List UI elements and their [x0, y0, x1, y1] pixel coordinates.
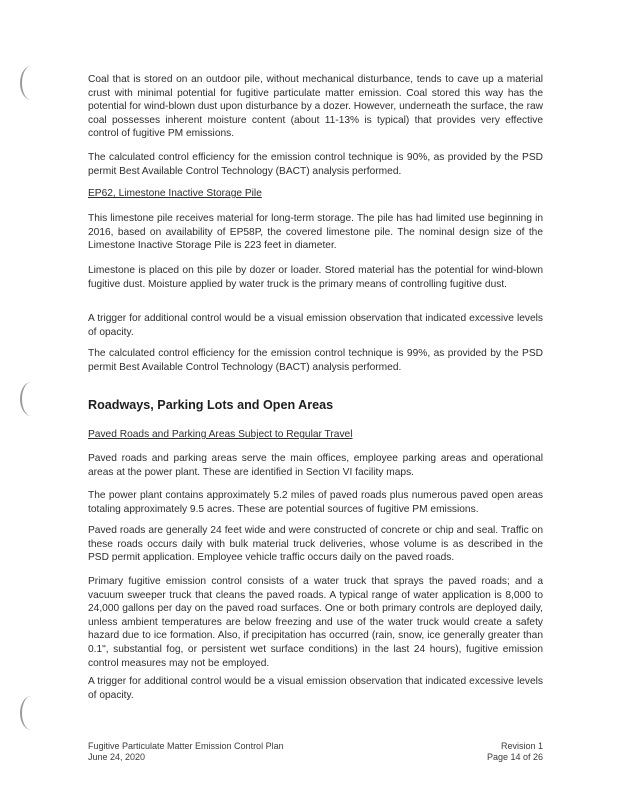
punch-hole-mark	[20, 382, 36, 416]
paragraph-paved-roads-miles: The power plant contains approximately 5.2 miles of paved roads plus numerous paved open areas totaling approximately 9.5 acres. These are potential sources of fugitive PM emissions.	[88, 490, 543, 515]
paragraph-primary-control: Primary fugitive emission control consists of a water truck that sprays the paved roads; and a vacuum sweeper truck that cleans the paved roads. A typical range of water application is 8,000 to 24,000 gallons per day on the paved road surfaces. One or both primary controls are deployed daily, unless ambient temperatures are below freezing and use of the water truck would create a safety hazard due to ice formation. Also, if precipitation has occurred (rain, snow, ice generally greater than 0.1", substantial fog, or persistent wet surface conditions) in the last 24 hours), fugitive emission control measures may not be employed.	[88, 576, 543, 669]
paragraph-control-efficiency-90: The calculated control efficiency for the emission control technique is 90%, as provided by the PSD permit Best Available Control Technology (BACT) analysis performed.	[88, 152, 543, 177]
paragraph-limestone-pile: This limestone pile receives material for long-term storage. The pile has had limited use beginning in 2016, based on availability of EP58P, the covered limestone pile. The nominal design size of the Limestone Inactive Storage Pile is 223 feet in diameter.	[88, 213, 543, 252]
paragraph-coal-storage: Coal that is stored on an outdoor pile, without mechanical disturbance, tends to cave up a material crust with minimal potential for fugitive particulate matter emission. Coal stored this way has the potential for wind-blown dust upon disturbance by a dozer. However, underneath the surface, the raw coal possesses inherent moisture content (about 11-13% is typical) that provides very effective control of fugitive PM emissions.	[88, 74, 543, 140]
paragraph-trigger-2: A trigger for additional control would be a visual emission observation that indicated excessive levels of opacity.	[88, 676, 543, 701]
paragraph-control-efficiency-99: The calculated control efficiency for the emission control technique is 99%, as provided by the PSD permit Best Available Control Technology (BACT) analysis performed.	[88, 348, 543, 373]
paragraph-limestone-placement: Limestone is placed on this pile by dozer or loader. Stored material has the potential for wind-blown fugitive dust. Moisture applied by water truck is the primary means of controlling fugitive dust.	[88, 265, 543, 290]
footer-page-number: Page 14 of 26	[486, 752, 543, 762]
paragraph-paved-roads-serve: Paved roads and parking areas serve the main offices, employee parking areas and operational areas at the power plant. These are identified in Section VI facility maps.	[88, 453, 543, 478]
footer-date: June 24, 2020	[88, 752, 146, 762]
paragraph-paved-roads-construction: Paved roads are generally 24 feet wide and were constructed of concrete or chip and seal. Traffic on these roads occurs daily with bulk material truck deliveries, whose volume is as described in the PSD permit application. Employee vehicle traffic occurs daily on the paved roads.	[88, 525, 543, 564]
punch-hole-mark	[20, 66, 36, 100]
footer-revision: Revision 1	[500, 741, 543, 751]
section-heading-roadways: Roadways, Parking Lots and Open Areas	[88, 398, 334, 412]
footer-title: Fugitive Particulate Matter Emission Control Plan	[88, 741, 284, 751]
paragraph-trigger-1: A trigger for additional control would be a visual emission observation that indicated excessive levels of opacity.	[88, 313, 543, 338]
subheading-paved-roads: Paved Roads and Parking Areas Subject to Regular Travel	[88, 429, 353, 440]
punch-hole-mark	[20, 696, 36, 730]
subheading-ep62: EP62, Limestone Inactive Storage Pile	[88, 188, 262, 199]
